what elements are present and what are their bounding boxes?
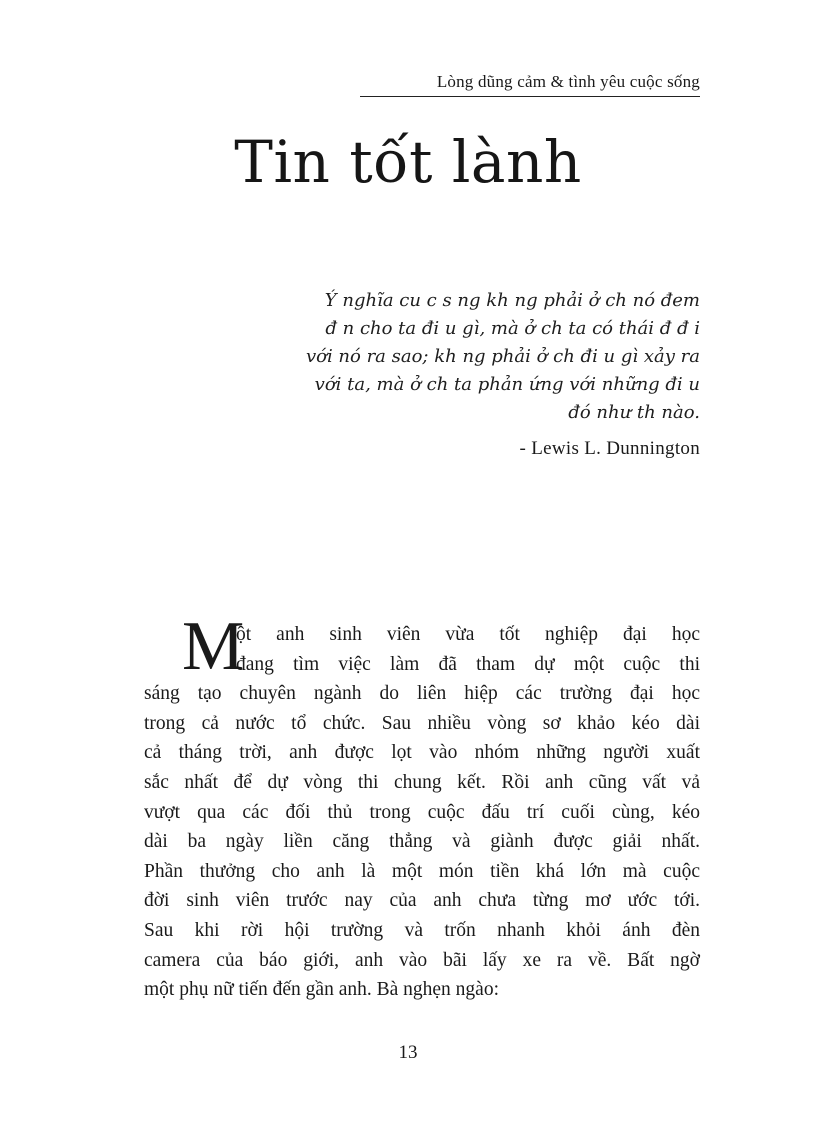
body-line: vượt qua các đối thủ trong cuộc đấu trí cuối cùng, kéo (144, 801, 700, 823)
page-number: 13 (398, 1042, 418, 1063)
body-line: ột anh sinh viên vừa tốt nghiệp đại học (236, 624, 700, 645)
body-line: dài ba ngày liền căng thẳng và giành được giải nhất. (144, 831, 700, 853)
body-line: đời sinh viên trước nay của anh chưa từng mơ ước tới. (144, 890, 700, 912)
body-line: cả tháng trời, anh được lọt vào nhóm những người xuất (144, 742, 700, 764)
body-line: sáng tạo chuyên ngành do liên hiệp các trường đại học (144, 683, 700, 705)
body-line: sắc nhất để dự vòng thi chung kết. Rồi anh cũng vất vả (144, 771, 700, 793)
epigraph-line: với nó ra sao; kh ng phải ở ch đi u gì xảy ra (305, 346, 700, 367)
chapter-title: Tin tốt lành (234, 128, 582, 196)
epigraph-line: đ n cho ta đi u gì, mà ở ch ta có thái đ đ i (325, 318, 700, 339)
epigraph-line: với ta, mà ở ch ta phản ứng với những đi u (314, 374, 700, 395)
body-line: Phần thưởng cho anh là một món tiền khá lớn mà cuộc (144, 860, 700, 882)
body-line: một phụ nữ tiến đến gần anh. Bà nghẹn ngào: (144, 979, 499, 1001)
epigraph-line: đó như th nào. (568, 402, 700, 423)
drop-cap: M (182, 608, 245, 685)
epigraph-line: Ý nghĩa cu c s ng kh ng phải ở ch nó đem (324, 290, 700, 311)
body-paragraph (144, 620, 700, 1005)
running-header: Lòng dũng cảm & tình yêu cuộc sống (360, 72, 700, 97)
epigraph (250, 287, 700, 427)
body-line: Sau khi rời hội trường và trốn nhanh khỏi ánh đèn (144, 919, 700, 941)
body-line: camera của báo giới, anh vào bãi lấy xe ra về. Bất ngờ (144, 949, 700, 971)
body-line: đang tìm việc làm đã tham dự một cuộc thi (236, 653, 700, 675)
body-line: trong cả nước tổ chức. Sau nhiều vòng sơ khảo kéo dài (144, 712, 700, 734)
epigraph-attribution: - Lewis L. Dunnington (519, 438, 700, 459)
